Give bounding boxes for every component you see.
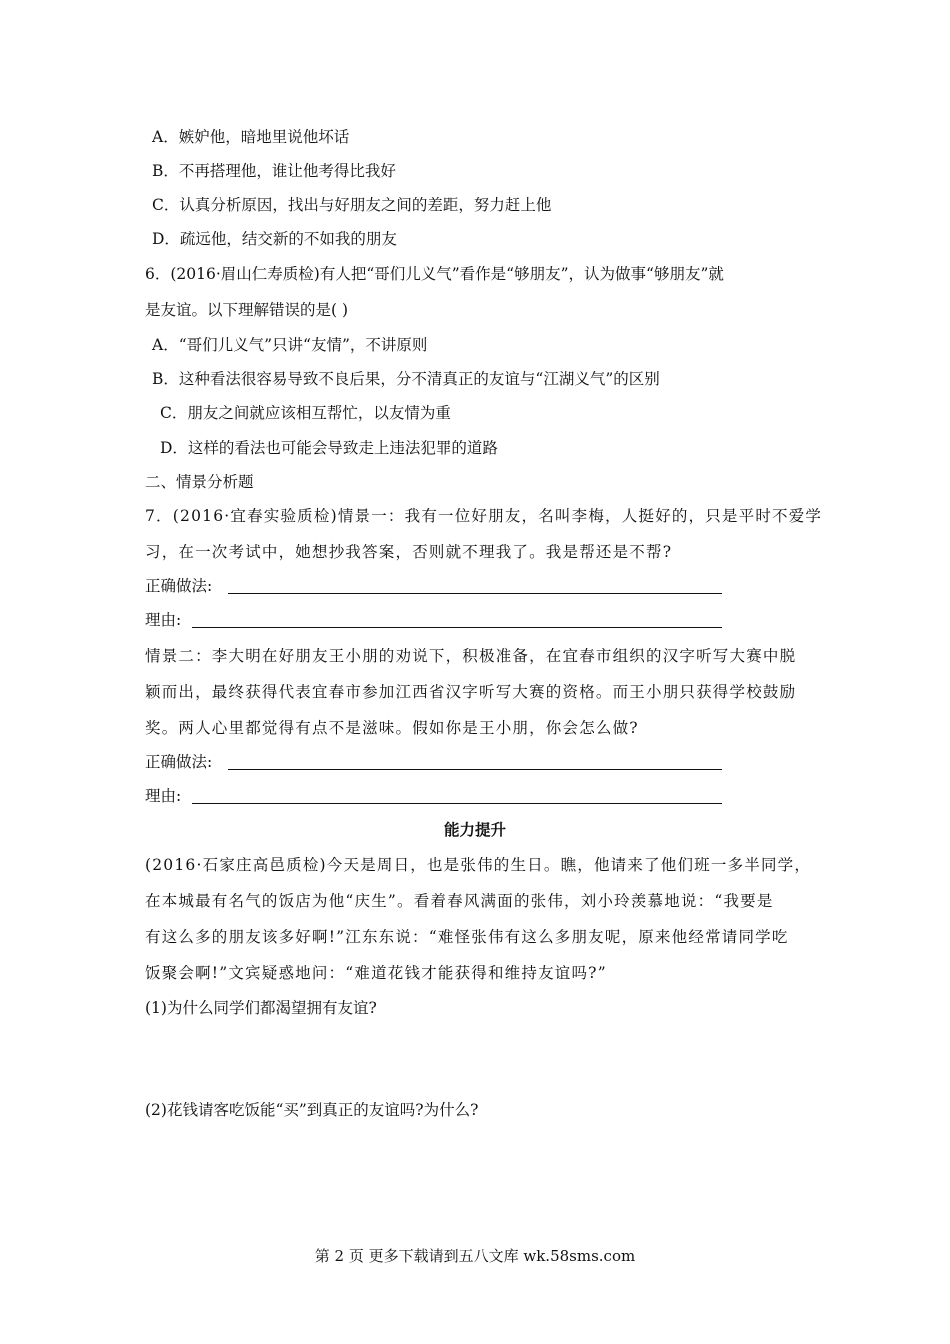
q7-scene2-line1: 情景二：李大明在好朋友王小朋的劝说下，积极准备，在宜春市组织的汉字听写大赛中脱 [145, 647, 797, 665]
q5-option-c: C．认真分析原因，找出与好朋友之间的差距，努力赶上他 [152, 196, 552, 214]
reason-label-1: 理由: [145, 611, 182, 629]
q5-option-d: D．疏远他，结交新的不如我的朋友 [152, 230, 397, 248]
answer-blank[interactable] [192, 627, 722, 628]
answer-blank[interactable] [228, 593, 722, 594]
q6-option-b: B．这种看法很容易导致不良后果，分不清真正的友谊与“江湖义气”的区别 [152, 370, 660, 388]
q7-scene2-line2: 颖而出，最终获得代表宜春市参加江西省汉字听写大赛的资格。而王小朋只获得学校鼓励 [145, 683, 797, 701]
ability-question-1: (1)为什么同学们都渴望拥有友谊? [145, 999, 377, 1017]
correct-method-label-2: 正确做法: [145, 753, 213, 771]
answer-blank[interactable] [192, 803, 722, 804]
q5-option-a: A．嫉妒他，暗地里说他坏话 [152, 128, 350, 146]
section-heading: 能力提升 [443, 820, 506, 839]
ability-para-line2: 在本城最有名气的饭店为他“庆生”。看着春风满面的张伟，刘小玲羡慕地说：“我要是 [145, 892, 774, 910]
q6-stem-line2: 是友谊。以下理解错误的是( ) [145, 301, 349, 319]
q6-stem-line1: 6．(2016·眉山仁寿质检)有人把“哥们儿义气”看作是“够朋友”，认为做事“够朋友”就 [145, 265, 724, 283]
ability-para-line1: (2016·石家庄高邑质检)今天是周日，也是张伟的生日。瞧，他请来了他们班一多半同学， [145, 856, 812, 874]
page-footer: 第 2 页 更多下载请到五八文库 wk.58sms.com [314, 1247, 636, 1265]
answer-blank[interactable] [228, 769, 722, 770]
q7-line2: 习，在一次考试中，她想抄我答案，否则就不理我了。我是帮还是不帮? [145, 543, 673, 561]
ability-para-line3: 有这么多的朋友该多好啊!”江东东说：“难怪张伟有这么多朋友呢，原来他经常请同学吃 [145, 928, 789, 946]
q7-scene2-line3: 奖。两人心里都觉得有点不是滋味。假如你是王小朋，你会怎么做? [145, 719, 639, 737]
reason-label-2: 理由: [145, 787, 182, 805]
q7-line1: 7．(2016·宜春实验质检)情景一：我有一位好朋友，名叫李梅，人挺好的，只是平时不爱学 [145, 507, 823, 525]
q6-option-a: A．“哥们儿义气”只讲“友情”，不讲原则 [152, 336, 428, 354]
section-title: 二、情景分析题 [145, 473, 254, 491]
q6-option-d: D．这样的看法也可能会导致走上违法犯罪的道路 [160, 439, 498, 457]
ability-para-line4: 饭聚会啊!”文宾疑惑地问：“难道花钱才能获得和维持友谊吗?” [145, 964, 607, 982]
ability-question-2: (2)花钱请客吃饭能“买”到真正的友谊吗?为什么? [145, 1101, 479, 1119]
correct-method-label-1: 正确做法: [145, 577, 213, 595]
q5-option-b: B．不再搭理他，谁让他考得比我好 [152, 162, 396, 180]
q6-option-c: C．朋友之间就应该相互帮忙，以友情为重 [160, 404, 451, 422]
